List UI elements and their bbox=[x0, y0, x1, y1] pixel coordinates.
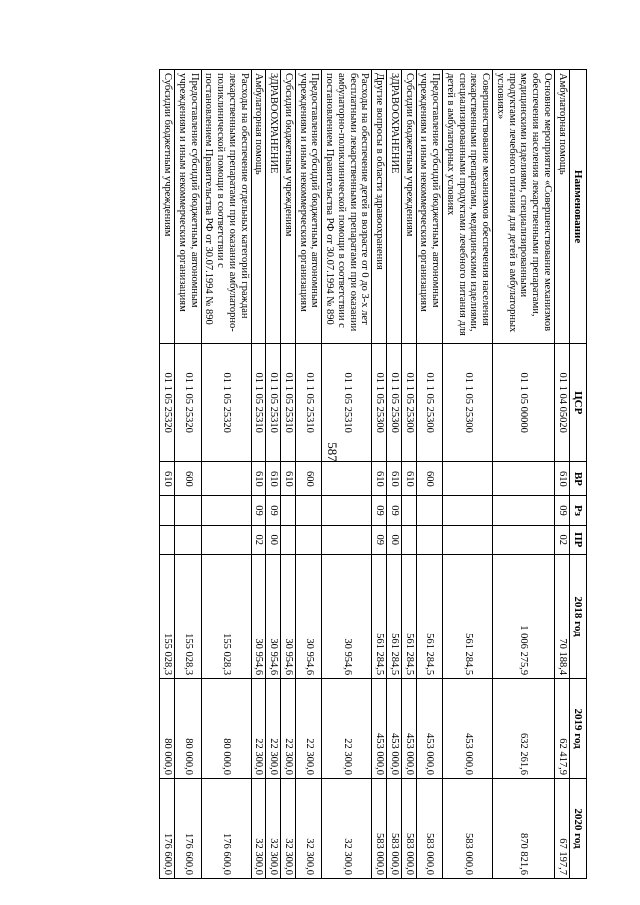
row-2020: 32 300,0 bbox=[266, 779, 281, 879]
row-2019: 80 000,0 bbox=[175, 679, 202, 779]
row-csr: 01 1 05 25300 bbox=[416, 344, 443, 462]
row-2018: 30 954,6 bbox=[251, 554, 266, 678]
row-pr bbox=[295, 525, 322, 554]
row-name: Основное мероприятие «Совершенствование механизмов обеспечения населения лекарственными препаратами, медицинскими изделиями, специализированными продуктами лечебного питания для детей в амбулаторных условиях» bbox=[493, 70, 555, 344]
row-2019: 453 000,0 bbox=[372, 679, 387, 779]
row-2020: 583 000,0 bbox=[416, 779, 443, 879]
page-number: 587 bbox=[325, 442, 340, 462]
header-rz: Рз bbox=[569, 496, 586, 525]
row-pr bbox=[160, 525, 175, 554]
row-2019: 453 000,0 bbox=[443, 679, 493, 779]
row-pr: 09 bbox=[372, 525, 387, 554]
row-pr bbox=[416, 525, 443, 554]
row-vr: 610 bbox=[372, 462, 387, 496]
row-2018: 561 284,5 bbox=[443, 554, 493, 678]
row-2019: 22 300,0 bbox=[322, 679, 372, 779]
header-name: Наименование bbox=[569, 70, 586, 344]
table-row bbox=[266, 70, 281, 879]
row-2020: 32 300,0 bbox=[251, 779, 266, 879]
row-2018: 155 028,3 bbox=[160, 554, 175, 678]
row-2018: 561 284,5 bbox=[416, 554, 443, 678]
row-2020: 32 300,0 bbox=[281, 779, 296, 879]
row-rz bbox=[281, 496, 296, 525]
row-2019: 22 300,0 bbox=[295, 679, 322, 779]
row-rz bbox=[443, 496, 493, 525]
row-pr: 00 bbox=[387, 525, 402, 554]
row-2019: 62 417,9 bbox=[554, 679, 569, 779]
row-name: Предоставление субсидий бюджетным, автономным учреждениям и иным некоммерческим организациям bbox=[295, 70, 322, 344]
row-csr: 01 1 05 25310 bbox=[281, 344, 296, 462]
row-rz bbox=[175, 496, 202, 525]
row-vr bbox=[443, 462, 493, 496]
row-2020: 870 821,6 bbox=[493, 779, 555, 879]
row-rz: 09 bbox=[387, 496, 402, 525]
row-csr: 01 1 05 25320 bbox=[175, 344, 202, 462]
row-name: Предоставление субсидий бюджетным, автономным учреждениям и иным некоммерческим организациям bbox=[175, 70, 202, 344]
row-2020: 583 000,0 bbox=[387, 779, 402, 879]
row-pr bbox=[175, 525, 202, 554]
row-name: Амбулаторная помощь bbox=[554, 70, 569, 344]
table-row bbox=[175, 70, 202, 879]
table-header-row bbox=[569, 70, 586, 879]
table-row bbox=[281, 70, 296, 879]
row-2020: 176 600,0 bbox=[160, 779, 175, 879]
budget-table bbox=[159, 69, 587, 879]
row-pr bbox=[322, 525, 372, 554]
row-csr: 01 1 05 25300 bbox=[372, 344, 387, 462]
row-2018: 30 954,6 bbox=[295, 554, 322, 678]
row-csr: 01 1 05 25300 bbox=[443, 344, 493, 462]
row-csr: 01 1 05 25310 bbox=[266, 344, 281, 462]
row-rz bbox=[201, 496, 251, 525]
row-2020: 583 000,0 bbox=[372, 779, 387, 879]
table-row bbox=[251, 70, 266, 879]
row-2020: 32 300,0 bbox=[322, 779, 372, 879]
table-row bbox=[372, 70, 387, 879]
row-2018: 561 284,5 bbox=[372, 554, 387, 678]
table-row bbox=[554, 70, 569, 879]
row-2018: 30 954,6 bbox=[266, 554, 281, 678]
row-pr bbox=[493, 525, 555, 554]
row-2018: 70 188,4 bbox=[554, 554, 569, 678]
row-name: Совершенствование механизмов обеспечения населения лекарственными препаратами, медицинскими изделиями, специализированными продуктами лечебного питания для детей в амбулаторных условиях bbox=[443, 70, 493, 344]
row-2019: 453 000,0 bbox=[416, 679, 443, 779]
row-2018: 155 028,3 bbox=[175, 554, 202, 678]
row-vr bbox=[493, 462, 555, 496]
header-2018: 2018 год bbox=[569, 554, 586, 678]
row-vr: 610 bbox=[554, 462, 569, 496]
row-csr: 01 1 04 05020 bbox=[554, 344, 569, 462]
row-2020: 176 600,0 bbox=[175, 779, 202, 879]
row-2018: 155 028,3 bbox=[201, 554, 251, 678]
row-2018: 561 284,5 bbox=[401, 554, 416, 678]
row-pr: 02 bbox=[554, 525, 569, 554]
row-rz: 09 bbox=[251, 496, 266, 525]
row-2019: 22 300,0 bbox=[281, 679, 296, 779]
row-csr: 01 1 05 25310 bbox=[295, 344, 322, 462]
row-rz bbox=[322, 496, 372, 525]
row-pr bbox=[281, 525, 296, 554]
row-2019: 80 000,0 bbox=[160, 679, 175, 779]
row-csr: 01 1 05 25320 bbox=[201, 344, 251, 462]
row-2020: 67 197,7 bbox=[554, 779, 569, 879]
row-rz: 09 bbox=[554, 496, 569, 525]
row-2018: 30 954,6 bbox=[281, 554, 296, 678]
row-2019: 22 300,0 bbox=[251, 679, 266, 779]
row-name: Расходы на обеспечение детей в возрасте от 0 до 3-х лет бесплатными лекарственными препаратами при оказании амбулаторно-поликлинической помощи в соответствии с постановлением Правительства РФ от 30.07.1994 № 890 bbox=[322, 70, 372, 344]
row-vr: 600 bbox=[295, 462, 322, 496]
row-name: Субсидии бюджетным учреждениям bbox=[160, 70, 175, 344]
row-name: ЗДРАВООХРАНЕНИЕ bbox=[387, 70, 402, 344]
row-2020: 32 300,0 bbox=[295, 779, 322, 879]
row-csr: 01 1 05 25300 bbox=[401, 344, 416, 462]
table-row bbox=[295, 70, 322, 879]
row-rz: 09 bbox=[372, 496, 387, 525]
row-vr: 610 bbox=[251, 462, 266, 496]
row-pr: 02 bbox=[251, 525, 266, 554]
header-vr: ВР bbox=[569, 462, 586, 496]
row-pr bbox=[201, 525, 251, 554]
header-2019: 2019 год bbox=[569, 679, 586, 779]
row-2018: 1 006 275,9 bbox=[493, 554, 555, 678]
row-vr: 610 bbox=[160, 462, 175, 496]
row-2018: 30 954,6 bbox=[322, 554, 372, 678]
row-pr: 00 bbox=[266, 525, 281, 554]
table-row bbox=[201, 70, 251, 879]
row-2019: 22 300,0 bbox=[266, 679, 281, 779]
row-rz bbox=[493, 496, 555, 525]
row-csr: 01 1 05 25310 bbox=[251, 344, 266, 462]
table-row bbox=[493, 70, 555, 879]
row-2020: 176 600,0 bbox=[201, 779, 251, 879]
row-rz: 09 bbox=[266, 496, 281, 525]
row-rz bbox=[295, 496, 322, 525]
table-row bbox=[416, 70, 443, 879]
row-rz bbox=[401, 496, 416, 525]
row-name: Субсидии бюджетным учреждениям bbox=[401, 70, 416, 344]
row-name: Другие вопросы в области здравоохранения bbox=[372, 70, 387, 344]
table-row bbox=[443, 70, 493, 879]
row-name: Амбулаторная помощь bbox=[251, 70, 266, 344]
row-vr: 610 bbox=[387, 462, 402, 496]
table-row bbox=[401, 70, 416, 879]
header-csr: ЦСР bbox=[569, 344, 586, 462]
row-name: Расходы на обеспечение отдельных категорий граждан лекарственными препаратами при оказании амбулаторно-поликлинической помощи в соответствии с постановлением Правительства РФ от 30.07.1994 № 890 bbox=[201, 70, 251, 344]
header-2020: 2020 год bbox=[569, 779, 586, 879]
row-vr bbox=[201, 462, 251, 496]
row-2019: 80 000,0 bbox=[201, 679, 251, 779]
row-2019: 453 000,0 bbox=[387, 679, 402, 779]
row-csr: 01 1 05 25310 bbox=[322, 344, 372, 462]
row-2019: 632 261,6 bbox=[493, 679, 555, 779]
table-row bbox=[160, 70, 175, 879]
row-name: Субсидии бюджетным учреждениям bbox=[281, 70, 296, 344]
row-vr: 610 bbox=[281, 462, 296, 496]
row-csr: 01 1 05 25300 bbox=[387, 344, 402, 462]
table-row bbox=[322, 70, 372, 879]
row-csr: 01 1 05 00000 bbox=[493, 344, 555, 462]
row-name: ЗДРАВООХРАНЕНИЕ bbox=[266, 70, 281, 344]
row-pr bbox=[401, 525, 416, 554]
rotated-page-content bbox=[97, 69, 587, 879]
row-name: Предоставление субсидий бюджетным, автономным учреждениям и иным некоммерческим организациям bbox=[416, 70, 443, 344]
row-vr: 610 bbox=[266, 462, 281, 496]
row-vr bbox=[322, 462, 372, 496]
row-vr: 600 bbox=[416, 462, 443, 496]
row-vr: 610 bbox=[401, 462, 416, 496]
row-2019: 453 000,0 bbox=[401, 679, 416, 779]
row-2020: 583 000,0 bbox=[401, 779, 416, 879]
row-csr: 01 1 05 25320 bbox=[160, 344, 175, 462]
row-vr: 600 bbox=[175, 462, 202, 496]
header-pr: ПР bbox=[569, 525, 586, 554]
table-row bbox=[387, 70, 402, 879]
row-pr bbox=[443, 525, 493, 554]
row-2020: 583 000,0 bbox=[443, 779, 493, 879]
row-rz bbox=[416, 496, 443, 525]
row-rz bbox=[160, 496, 175, 525]
row-2018: 561 284,5 bbox=[387, 554, 402, 678]
